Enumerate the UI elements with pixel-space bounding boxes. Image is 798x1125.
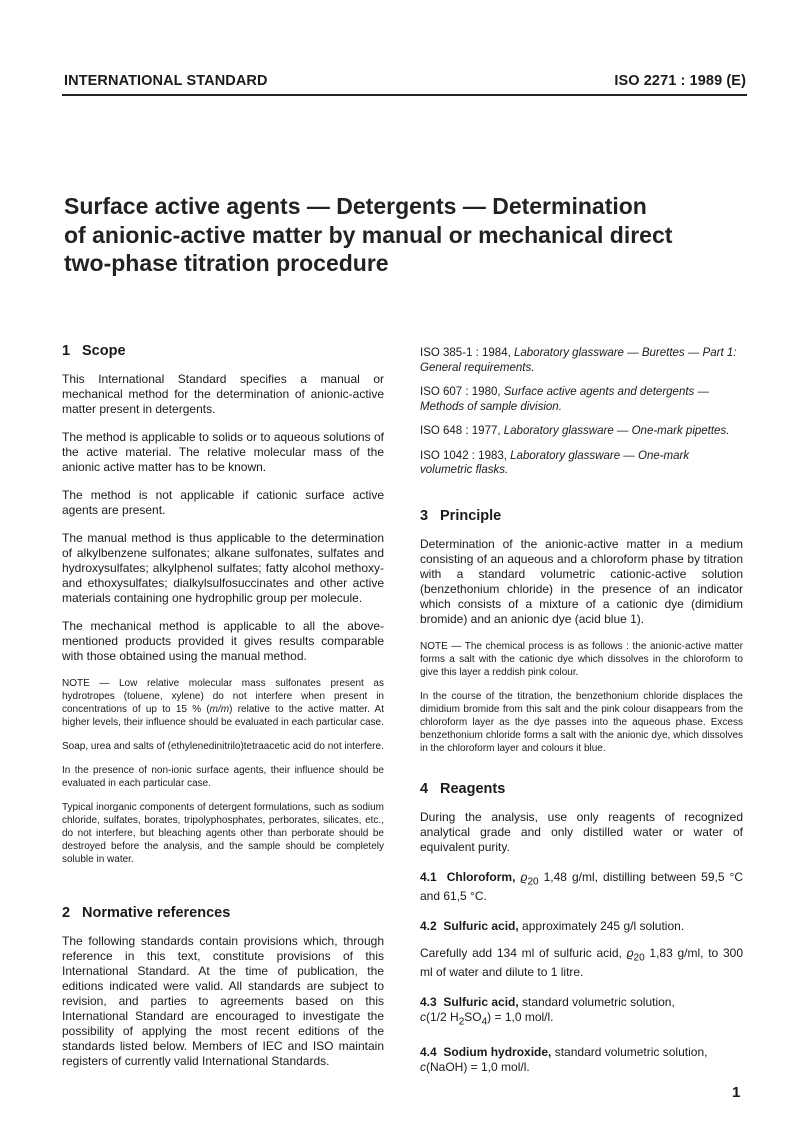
left-column xyxy=(62,343,384,1069)
title-line-2: of anionic-active matter by manual or mechanical direct xyxy=(64,221,673,248)
section-1-number: 1 xyxy=(62,343,71,359)
scope-paragraph: The manual method is thus applicable to the determination of alkylbenzene sulfonates; alkane sulfonates, sulfates and hydroxysulfates; alkylphenol sulfates; fatty alcohol methoxy- and ethoxysulfates; dialkylsulfosuccinates and other active materials containing one hydrophilic group per molecule. xyxy=(62,531,384,605)
section-4-title: Reagents xyxy=(440,780,506,797)
reagent-4-2: 4.2 Sulfuric acid, approximately 245 g/l solution. xyxy=(420,918,685,933)
document-title xyxy=(64,192,754,278)
header-rule xyxy=(62,94,747,96)
title-line-3: two-phase titration procedure xyxy=(64,250,389,276)
right-column xyxy=(420,346,743,1075)
principle-paragraph: Determination of the anionic-active matter in a medium consisting of an aqueous and a chloroform phase by titration with a standard volumetric cationic-active solution (benzethonium chloride) in the presence of an indicator which consists of a mixture of a cationic dye (dimidium bromide) and an anionic dye (acid blue 1). xyxy=(420,536,743,626)
page-number: 1 xyxy=(732,1084,741,1101)
reference-item: ISO 607 : 1980, Surface active agents and detergents — Methods of sample division. xyxy=(420,386,709,413)
reagent-4-2-detail: Carefully add 134 ml of sulfuric acid, $ϱ_{20}$ 1,83 g/ml, to 300 ml of water and dilute to 1 litre. xyxy=(420,945,743,980)
reagent-4-3: 4.3 Sulfuric acid, standard volumetric solution, c(1/2 $H_2SO_4) = 1,0$ mol/l. xyxy=(420,995,675,1028)
section-2-number: 2 xyxy=(62,905,71,921)
header-left: INTERNATIONAL STANDARD xyxy=(64,73,268,89)
scope-note: Soap, urea and salts of (ethylenedinitrilo)tetraacetic acid do not interfere. xyxy=(62,741,384,752)
section-1-title: Scope xyxy=(82,343,126,359)
section-4-heading xyxy=(420,781,743,797)
section-1-heading xyxy=(62,343,384,359)
scope-paragraph: The method is applicable to solids or to aqueous solutions of the active material. The relative molecular mass of the anionic active matter has to be known. xyxy=(62,430,384,474)
section-4-number: 4 xyxy=(420,780,429,797)
reagent-4-4: 4.4 Sodium hydroxide, standard volumetric solution, c(NaOH) = 1,0 mol/l. xyxy=(420,1044,708,1074)
scope-paragraph: This International Standard specifies a manual or mechanical method for the determination of anionic-active matter present in detergents. xyxy=(62,372,384,416)
section-2-title: Normative references xyxy=(82,905,231,921)
reagent-4-1: 4.1 Chloroform, $ϱ_{20}$ 1,48 g/ml, distilling between 59,5 °C and 61,5 °C. xyxy=(420,869,743,903)
header-right: ISO 2271 : 1989 (E) xyxy=(614,73,746,89)
scope-note: NOTE — Low relative molecular mass sulfonates present as hydrotropes (toluene, xylene) do not interfere when present in concentrations of up to 15 % (m/m) relative to the active matter. At higher levels, their influence should be evaluated in each particular case. xyxy=(62,678,384,728)
title-line-1: Surface active agents — Detergents — Determination xyxy=(64,193,647,219)
reference-item: ISO 1042 : 1983, Laboratory glassware — One-mark volumetric flasks. xyxy=(420,449,690,476)
normative-paragraph: The following standards contain provisions which, through reference in this text, constitute provisions of this International Standard. At the time of publication, the editions indicated were valid. All standards are subject to revision, and parties to agreements based on this International Standard are encouraged to investigate the possibility of applying the most recent editions of the standards listed below. Members of IEC and ISO maintain registers of currently valid International Standards. xyxy=(62,934,384,1068)
principle-note: In the course of the titration, the benzethonium chloride displaces the dimidium bromide from this salt and the pink colour disappears from the chloroform layer as the dye passes into the aqueous phase. Excess benzethonium chloride forms a salt with the anionic dye, which dissolves in the chloroform layer and colours it blue. xyxy=(420,690,743,754)
scope-note: Typical inorganic components of detergent formulations, such as sodium chloride, sulfates, borates, tripolyphosphates, perborates, silicates, etc., do not interfere, but bleaching agents other than perborate should be destroyed before the analysis, and the sample should be completely soluble in water. xyxy=(62,802,384,865)
principle-note: NOTE — The chemical process is as follows : the anionic-active matter forms a salt with the cationic dye which dissolves in the chloroform to give this layer a reddish pink colour. xyxy=(420,640,743,678)
section-3-heading xyxy=(420,508,743,524)
section-3-title: Principle xyxy=(440,507,502,524)
section-2-heading xyxy=(62,905,384,921)
reference-item: ISO 385-1 : 1984, Laboratory glassware — Burettes — Part 1: General requirements. xyxy=(420,347,737,374)
section-3-number: 3 xyxy=(420,507,429,524)
reference-item: ISO 648 : 1977, Laboratory glassware — One-mark pipettes. xyxy=(420,425,730,437)
scope-paragraph: The mechanical method is applicable to all the above-mentioned products provided it gives results comparable with those obtained using the manual method. xyxy=(62,619,384,663)
scope-note: In the presence of non-ionic surface agents, their influence should be evaluated in each particular case. xyxy=(62,765,384,789)
scope-paragraph: The method is not applicable if cationic surface active agents are present. xyxy=(62,488,384,517)
reagents-paragraph: During the analysis, use only reagents of recognized analytical grade and only distilled water or water of equivalent purity. xyxy=(420,809,743,854)
